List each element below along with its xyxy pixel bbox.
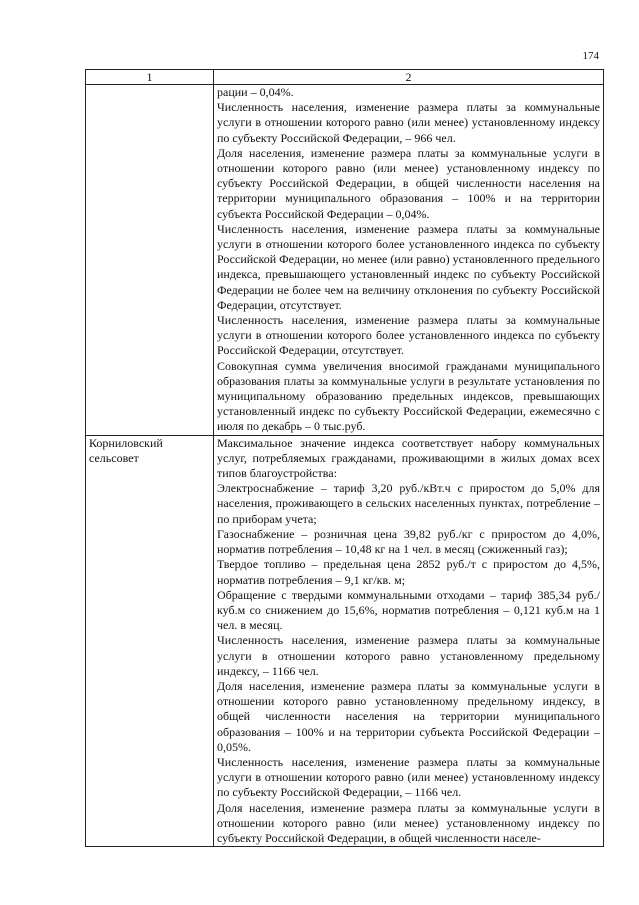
paragraph: рации – 0,04%.: [217, 85, 294, 99]
municipality-name-cell: Корниловский сельсовет: [86, 435, 214, 846]
table-row: [86, 435, 604, 846]
paragraph: Численность населения, изменение размера платы за коммунальные услуги в отношении которого более установленного индекса по субъекту Российской Федерации, но менее (или равно) установленного предельного индекса, превышающего установленный индекс по субъекту Российской Федерации не более чем на величину отклонения по субъекту Российской Федерации, отсутствует.: [217, 221, 600, 312]
column-header: 1: [86, 70, 214, 85]
paragraph: Численность населения, изменение размера платы за коммунальные услуги в отношении которого равно установленному предельному индексу, – 1166 чел.: [217, 633, 600, 678]
page-number: 174: [582, 50, 599, 62]
document-table: [85, 69, 604, 847]
paragraph: Максимальное значение индекса соответствует набору коммунальных услуг, потребляемых гражданами, проживающими в жилых домах всех типов благоустройства:: [217, 435, 600, 481]
paragraph: Численность населения, изменение размера платы за коммунальные услуги в отношении которого равно (или менее) установленному индексу по субъекту Российской Федерации, – 1166 чел.: [217, 754, 600, 800]
paragraph: Электроснабжение – тариф 3,20 руб./кВт.ч с приростом до 5,0% для населения, проживающего в сельских населенных пунктах, потребление – по приборам учета;: [217, 481, 600, 526]
paragraph: Газоснабжение – розничная цена 39,82 руб./кг с приростом до 4,0%, норматив потребления – 10,48 кг на 1 чел. в месяц (сжиженный газ);: [217, 526, 600, 557]
municipality-name-cell: [86, 85, 214, 436]
paragraph: Численность населения, изменение размера платы за коммунальные услуги в отношении которого равно (или менее) установленному индексу по субъекту Российской Федерации, – 966 чел.: [217, 100, 600, 145]
paragraph: Твердое топливо – предельная цена 2852 руб./т с приростом до 4,5%, норматив потребления – 9,1 кг/кв. м;: [217, 557, 600, 587]
paragraph: Совокупная сумма увеличения вносимой гражданами муниципального образования платы за коммунальные услуги в результате установления по муниципальному образованию предельных индексов, превышающих установленный индекс по субъекту Российской Федерации, ежемесячно с июля по декабрь – 0 тыс.руб.: [217, 358, 600, 434]
paragraph: Доля населения, изменение размера платы за коммунальные услуги в отношении которого равно (или менее) установленному индексу по субъекту Российской Федерации, в общей численности населе-: [217, 800, 600, 845]
paragraph: Доля населения, изменение размера платы за коммунальные услуги в отношении которого равно установленному предельному индексу, в общей численности населения на территории муниципального образования – 100% и на территории субъекта Российской Федерации – 0,05%.: [217, 678, 600, 754]
column-header: 2: [214, 70, 604, 85]
table-body: [86, 85, 604, 847]
paragraph: Численность населения, изменение размера платы за коммунальные услуги в отношении которого более установленного индекса по субъекту Российской Федерации, отсутствует.: [217, 313, 600, 358]
table-header-row: [86, 70, 604, 85]
description-cell: [214, 85, 604, 436]
description-cell: [214, 435, 604, 846]
paragraph: Обращение с твердыми коммунальными отходами – тариф 385,34 руб./куб.м со снижением до 15,6%, норматив потребления – 0,121 куб.м на 1 чел. в месяц.: [217, 587, 600, 633]
table-row: [86, 85, 604, 436]
paragraph: Доля населения, изменение размера платы за коммунальные услуги в отношении которого равно (или менее) установленному индексу по субъекту Российской Федерации, в общей численности населения на территории муниципального образования – 100% и на территории субъекта Российской Федерации – 0,04%.: [217, 145, 600, 221]
